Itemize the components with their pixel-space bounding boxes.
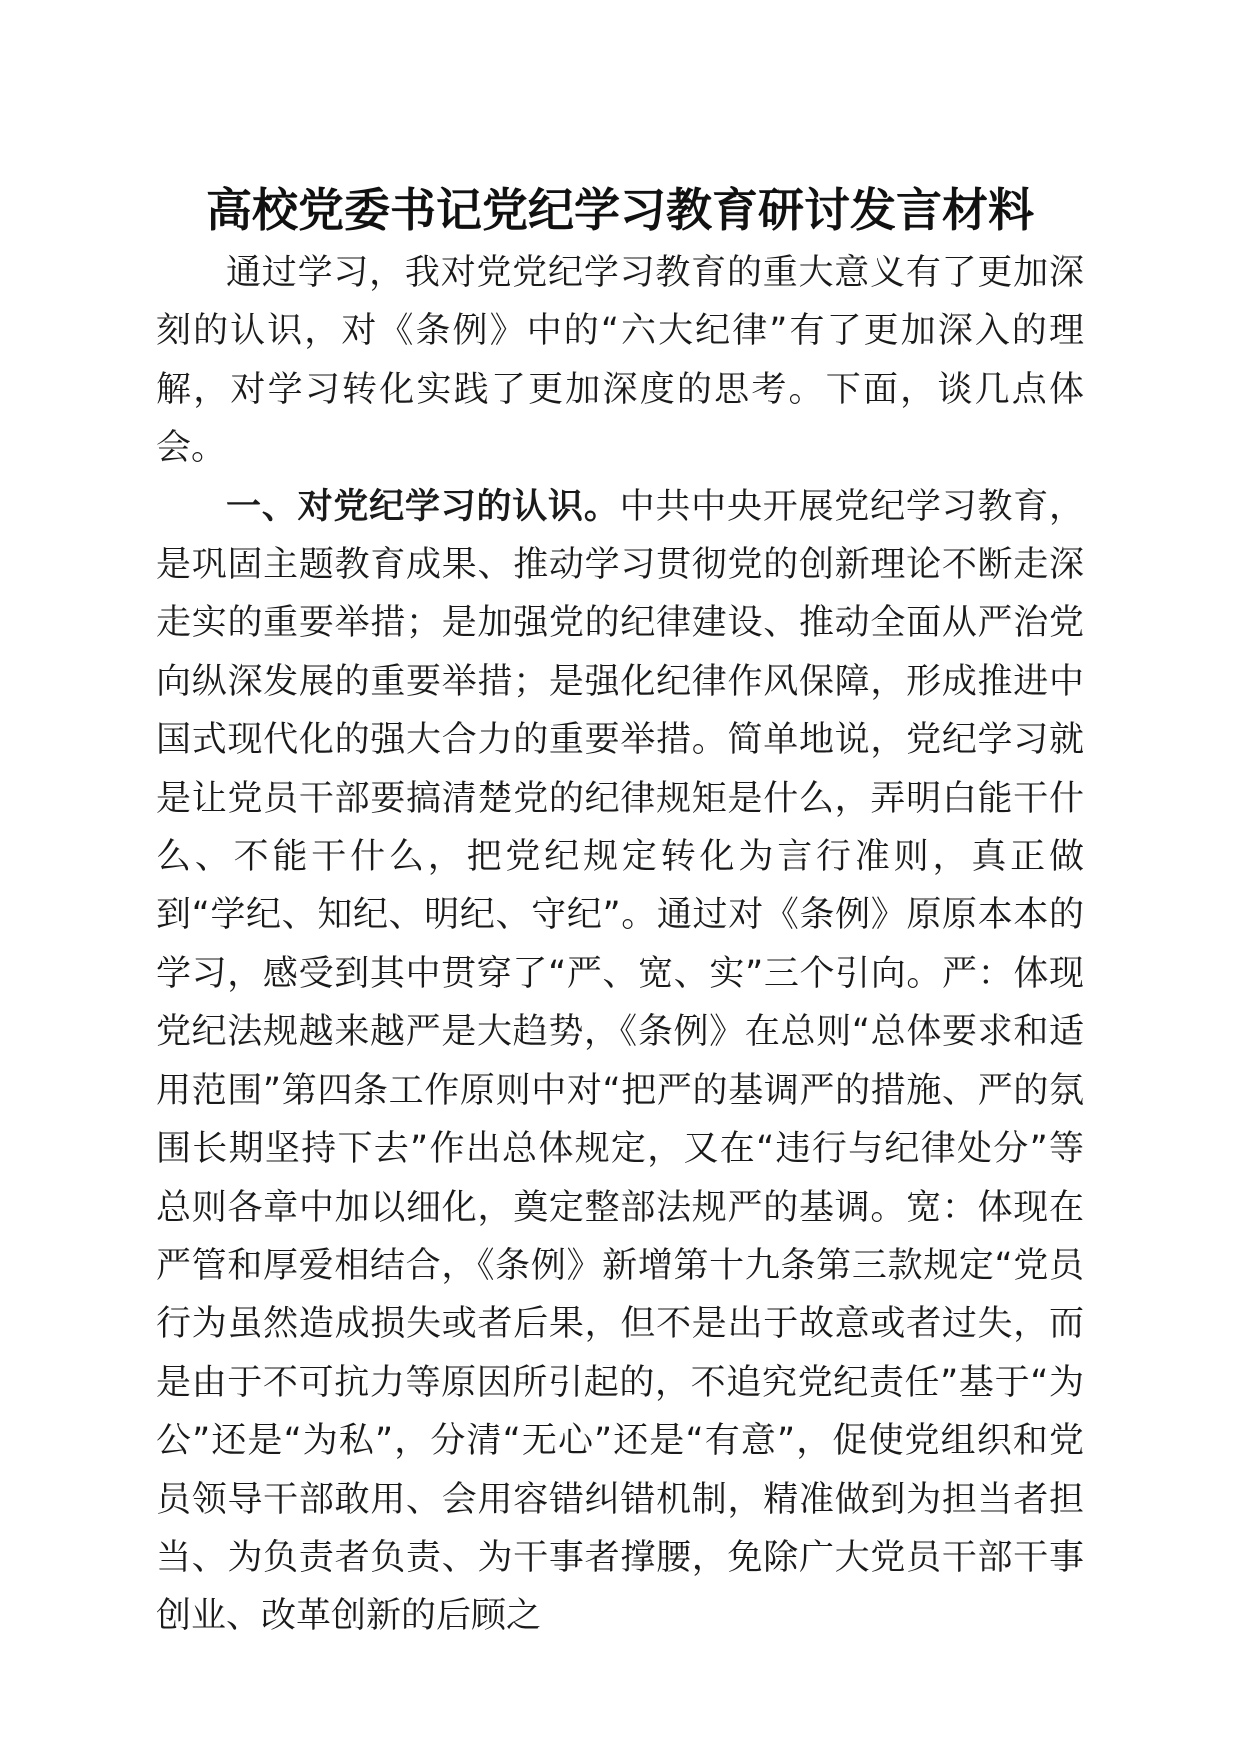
document-title: 高校党委书记党纪学习教育研讨发言材料 — [206, 183, 1034, 237]
section-1-text: 中共中央开展党纪学习教育，是巩固主题教育成果、推动学习贯彻党的创新理论不断走深走实的重要举措；是加强党的纪律建设、推动全面从严治党向纵深发展的重要举措；是强化纪律作风保障，形成推进中国式现代化的强大合力的重要举措。简单地说，党纪学习就是让党员干部要搞清楚党的纪律规矩是什么，弄明白能干什么、不能干什么，把党纪规定转化为言行准则，真正做到“学纪、知纪、明纪、守纪”。通过对《条例》原原本本的学习，感受到其中贯穿了“严、宽、实”三个引向。严：体现党纪法规越来越严是大趋势，《条例》在总则“总体要求和适用范围”第四条工作原则中对“把严的基调严的措施、严的氛围长期坚持下去”作出总体规定，又在“违行与纪律处分”等总则各章中加以细化，奠定整部法规严的基调。宽：体现在严管和厚爱相结合，《条例》新增第十九条第三款规定“党员行为虽然造成损失或者后果，但不是出于故意或者过失，而是由于不可抗力等原因所引起的，不追究党纪责任”基于“为公”还是“为私”，分清“无心”还是“有意”，促使党组织和党员领导干部敢用、会用容错纠错机制，精准做到为担当者担当、为负责者负责、为干事者撑腰，免除广大党员干部干事创业、改革创新的后顾之 — [156, 486, 1084, 1637]
section-1-heading: 一、对党纪学习的认识。 — [226, 486, 620, 527]
section-1-paragraph — [156, 478, 1084, 1646]
intro-paragraph: 通过学习，我对党党纪学习教育的重大意义有了更加深刻的认识，对《条例》中的“六大纪律”有了更加深入的理解，对学习转化实践了更加深度的思考。下面，谈几点体会。 — [156, 253, 1084, 469]
document-body — [156, 244, 1084, 1646]
